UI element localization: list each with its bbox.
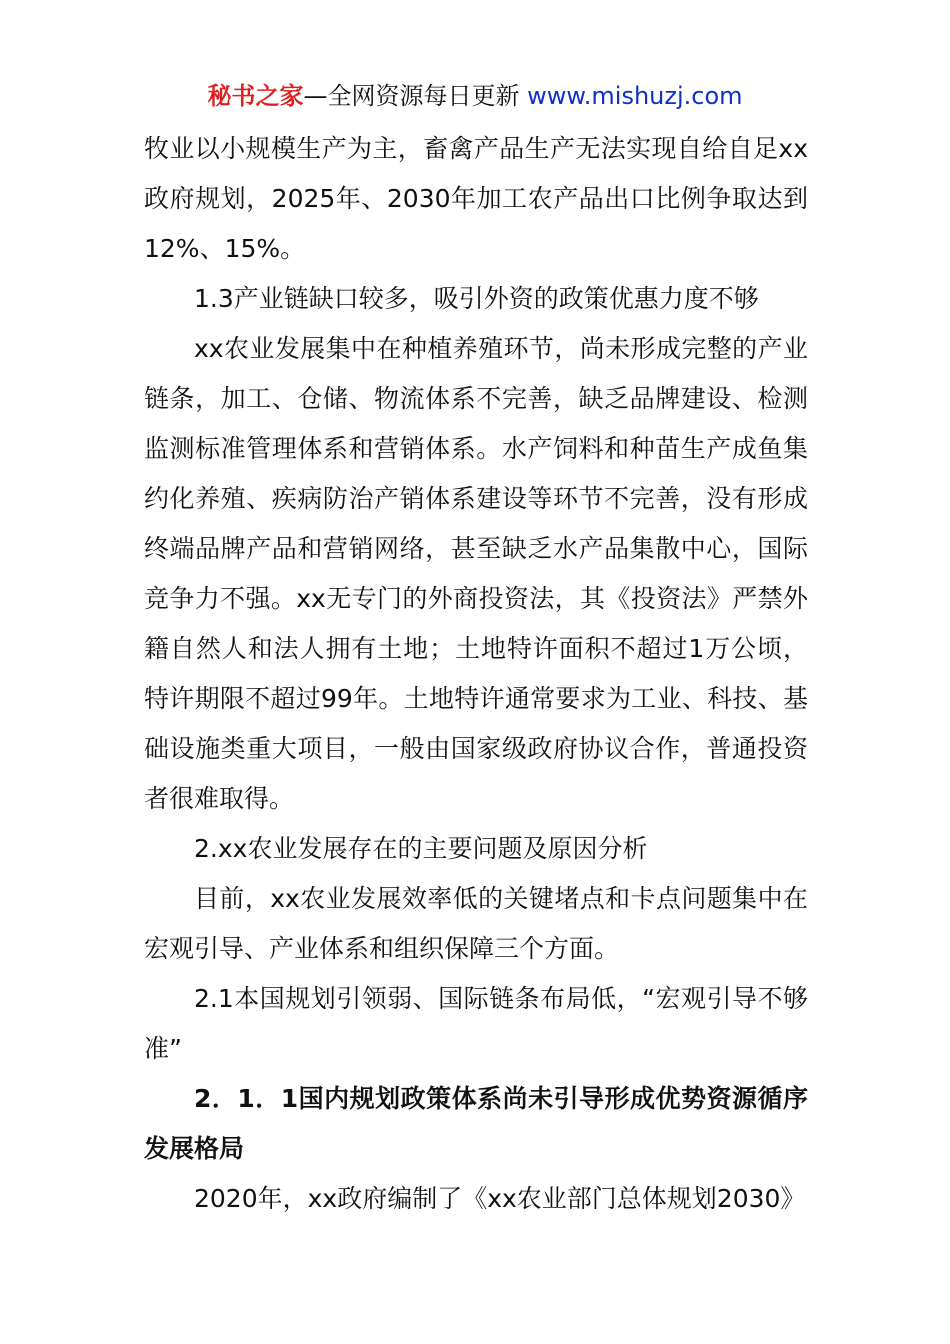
header-tagline: —全网资源每日更新 <box>303 82 520 110</box>
header-brand: 秘书之家 <box>207 82 304 110</box>
paragraph-continuation: 牧业以小规模生产为主，畜禽产品生产无法实现自给自足xx政府规划，2025年、2030年加工农产品出口比例争取达到12%、15%。 <box>144 134 808 263</box>
section-heading-2-1-1: 2．1．1国内规划政策体系尚未引导形成优势资源循序发展格局 <box>144 1084 808 1163</box>
document-body <box>144 124 808 1224</box>
paragraph-industry-chain: xx农业发展集中在种植养殖环节，尚未形成完整的产业链条，加工、仓储、物流体系不完善，缺乏品牌建设、检测监测标准管理体系和营销体系。水产饲料和种苗生产成鱼集约化养殖、疾病防治产销体系建设等环节不完善，没有形成终端品牌产品和营销网络，甚至缺乏水产品集散中心，国际竞争力不强。xx无专门的外商投资法，其《投资法》严禁外籍自然人和法人拥有土地；土地特许面积不超过1万公顷，特许期限不超过99年。土地特许通常要求为工业、科技、基础设施类重大项目，一般由国家级政府协议合作，普通投资者很难取得。 <box>144 334 808 813</box>
page-header <box>0 80 950 112</box>
paragraph-current-issues: 目前，xx农业发展效率低的关键堵点和卡点问题集中在宏观引导、产业体系和组织保障三个方面。 <box>144 884 808 963</box>
section-heading-1-3: 1.3产业链缺口较多，吸引外资的政策优惠力度不够 <box>194 284 759 313</box>
header-site-link[interactable]: www.mishuzj.com <box>527 82 743 110</box>
section-heading-2: 2.xx农业发展存在的主要问题及原因分析 <box>194 834 648 863</box>
paragraph-plan-2030: 2020年，xx政府编制了《xx农业部门总体规划2030》 <box>194 1184 806 1213</box>
section-heading-2-1: 2.1本国规划引领弱、国际链条布局低，“宏观引导不够准” <box>144 984 808 1063</box>
